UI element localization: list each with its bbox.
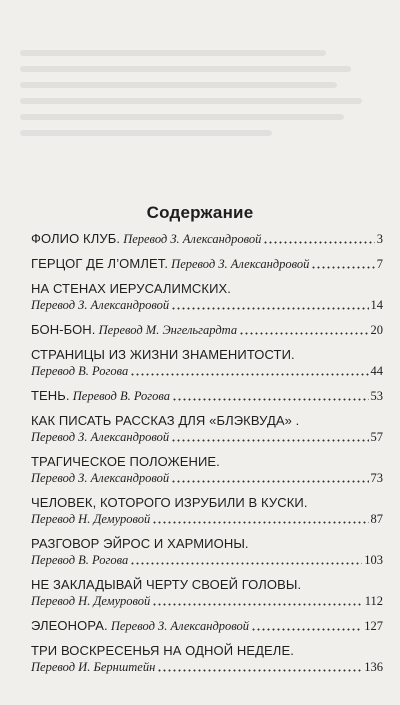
dot-leader bbox=[130, 562, 362, 565]
entry-title: ГЕРЦОГ ДЕ Л’ОМЛЕТ. bbox=[31, 256, 169, 271]
entry-translator: Перевод В. Рогова bbox=[31, 553, 129, 567]
dot-leader bbox=[239, 332, 368, 335]
entry-translator: Перевод В. Рогова bbox=[31, 364, 129, 378]
entry-title: БОН-БОН. bbox=[31, 322, 96, 337]
toc-entry bbox=[31, 643, 383, 675]
entry-translator: Перевод З. Александровой bbox=[110, 619, 250, 633]
entry-title: ТРИ ВОСКРЕСЕНЬЯ НА ОДНОЙ НЕДЕЛЕ. bbox=[31, 643, 294, 658]
entry-page: 57 bbox=[370, 430, 383, 444]
toc-entry bbox=[31, 413, 383, 445]
entry-title: СТРАНИЦЫ ИЗ ЖИЗНИ ЗНАМЕНИТОСТИ. bbox=[31, 347, 295, 362]
dot-leader bbox=[172, 398, 369, 401]
entry-page: 87 bbox=[370, 512, 383, 526]
toc-entry bbox=[31, 281, 383, 313]
entry-page: 73 bbox=[370, 471, 383, 485]
entry-translator: Перевод Н. Демуровой bbox=[31, 512, 151, 526]
toc-entry bbox=[31, 231, 383, 247]
dot-leader bbox=[263, 241, 374, 244]
dot-leader bbox=[311, 266, 374, 269]
toc-entry bbox=[31, 454, 383, 486]
toc-entry bbox=[31, 495, 383, 527]
entry-translator: Перевод З. Александровой bbox=[31, 471, 170, 485]
dot-leader bbox=[251, 628, 362, 631]
entry-page: 103 bbox=[364, 553, 383, 567]
page-title: Содержание bbox=[146, 203, 254, 222]
entry-page: 44 bbox=[370, 364, 383, 378]
entry-page: 3 bbox=[376, 232, 383, 246]
entry-title: ТРАГИЧЕСКОЕ ПОЛОЖЕНИЕ. bbox=[31, 454, 220, 469]
dot-leader bbox=[171, 307, 368, 310]
dot-leader bbox=[157, 669, 362, 672]
entry-page: 14 bbox=[370, 298, 383, 312]
entry-translator: Перевод З. Александровой bbox=[171, 257, 310, 271]
entry-title: ЭЛЕОНОРА. bbox=[31, 618, 108, 633]
entry-translator: Перевод З. Александровой bbox=[31, 298, 170, 312]
toc-entry bbox=[31, 347, 383, 379]
toc-entry bbox=[31, 577, 383, 609]
entry-translator: Перевод З. Александровой bbox=[31, 430, 170, 444]
toc-entry bbox=[31, 388, 383, 404]
entry-translator: Перевод Н. Демуровой bbox=[31, 594, 151, 608]
entry-translator: Перевод М. Энгельгардта bbox=[98, 323, 238, 337]
entry-title: КАК ПИСАТЬ РАССКАЗ ДЛЯ «БЛЭКВУДА» . bbox=[31, 413, 300, 428]
dot-leader bbox=[171, 480, 368, 483]
toc-entry bbox=[31, 322, 383, 338]
entry-translator: Перевод В. Рогова bbox=[72, 389, 170, 403]
entry-page: 53 bbox=[370, 389, 383, 403]
entry-translator: Перевод З. Александровой bbox=[123, 232, 262, 246]
entry-title: ТЕНЬ. bbox=[31, 388, 70, 403]
entry-page: 7 bbox=[376, 257, 383, 271]
dot-leader bbox=[171, 439, 368, 442]
dot-leader bbox=[130, 373, 368, 376]
show-through-text bbox=[20, 40, 380, 190]
entry-page: 127 bbox=[364, 619, 383, 633]
table-of-contents bbox=[31, 231, 383, 684]
toc-entry bbox=[31, 536, 383, 568]
entry-title: НЕ ЗАКЛАДЫВАЙ ЧЕРТУ СВОЕЙ ГОЛОВЫ. bbox=[31, 577, 302, 592]
dot-leader bbox=[152, 521, 368, 524]
entry-translator: Перевод И. Бернштейн bbox=[31, 660, 156, 674]
toc-entry bbox=[31, 618, 383, 634]
entry-page: 112 bbox=[364, 594, 383, 608]
entry-title: ЧЕЛОВЕК, КОТОРОГО ИЗРУБИЛИ В КУСКИ. bbox=[31, 495, 308, 510]
entry-page: 20 bbox=[370, 323, 383, 337]
toc-entry bbox=[31, 256, 383, 272]
dot-leader bbox=[152, 603, 362, 606]
entry-title: ФОЛИО КЛУБ. bbox=[31, 231, 121, 246]
entry-title: РАЗГОВОР ЭЙРОС И ХАРМИОНЫ. bbox=[31, 536, 249, 551]
entry-page: 136 bbox=[364, 660, 383, 674]
entry-title: НА СТЕНАХ ИЕРУСАЛИМСКИХ. bbox=[31, 281, 231, 296]
